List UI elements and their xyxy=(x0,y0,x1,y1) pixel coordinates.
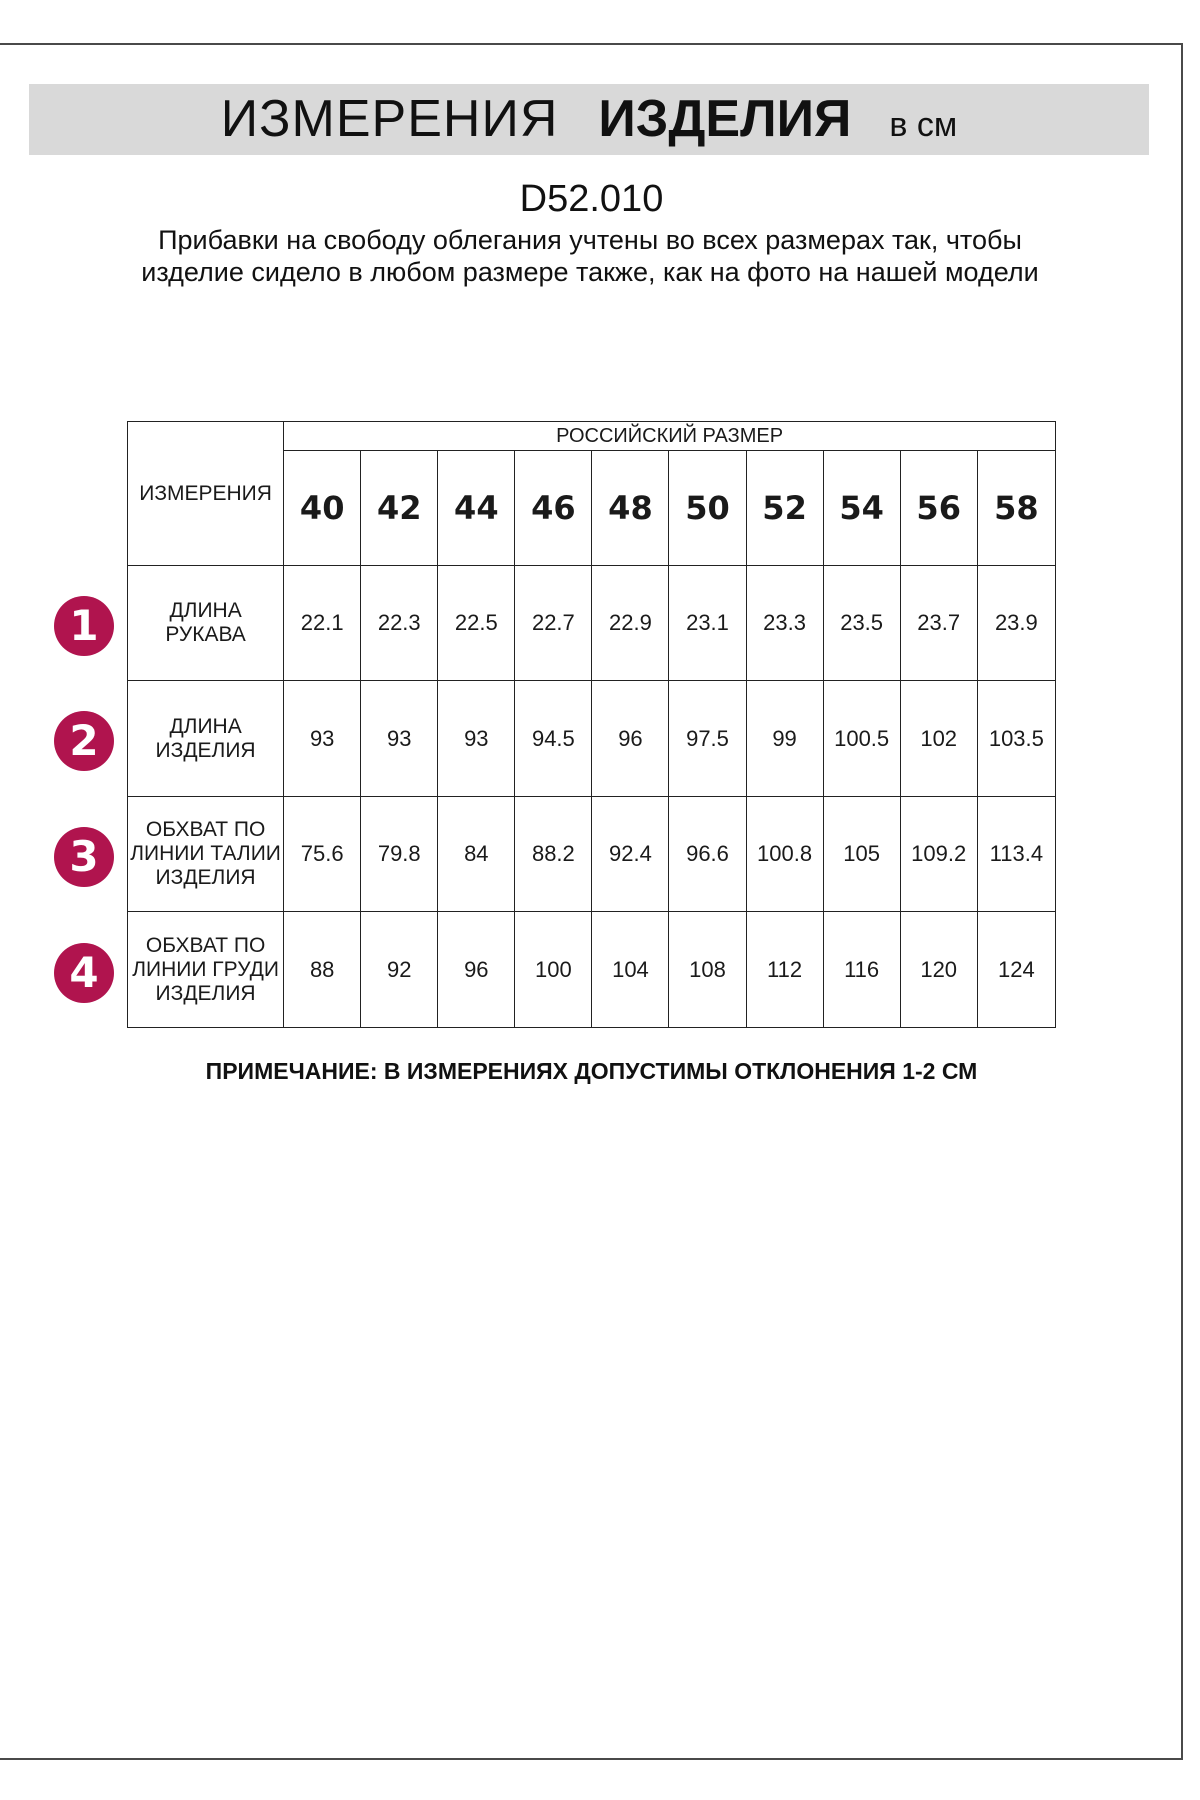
table-cell: 124 xyxy=(977,912,1055,1028)
table-cell: 22.3 xyxy=(361,566,438,681)
size-header: 58 xyxy=(977,451,1055,566)
size-header: 44 xyxy=(438,451,515,566)
table-cell: 93 xyxy=(284,681,361,797)
table-cell: 22.7 xyxy=(515,566,592,681)
table-cell: 84 xyxy=(438,797,515,912)
title-banner xyxy=(29,84,1149,155)
table-cell: 99 xyxy=(746,681,823,797)
table-cell: 22.1 xyxy=(284,566,361,681)
size-header: 52 xyxy=(746,451,823,566)
table-cell: 23.5 xyxy=(823,566,900,681)
table-cell: 22.5 xyxy=(438,566,515,681)
title-word-measurements: ИЗМЕРЕНИЯ xyxy=(220,90,559,148)
table-cell: 108 xyxy=(669,912,746,1028)
table-cell: 100 xyxy=(515,912,592,1028)
title-unit: в см xyxy=(889,106,958,144)
table-cell: 23.7 xyxy=(900,566,977,681)
table-cell: 120 xyxy=(900,912,977,1028)
table-cell: 92.4 xyxy=(592,797,669,912)
table-cell: 93 xyxy=(361,681,438,797)
intro-note: Прибавки на свободу облегания учтены во всех размерах так, чтобы изделие сидело в любом размере также, как на фото на нашей модели xyxy=(141,225,1039,287)
table-cell: 23.3 xyxy=(746,566,823,681)
table-cell: 94.5 xyxy=(515,681,592,797)
table-cell: 92 xyxy=(361,912,438,1028)
title-banner-text xyxy=(29,84,1149,155)
size-header: 50 xyxy=(669,451,746,566)
size-header: 56 xyxy=(900,451,977,566)
table-cell: 96 xyxy=(438,912,515,1028)
table-cell: 100.8 xyxy=(746,797,823,912)
row-number-badge: 4 xyxy=(54,943,114,1003)
row-number-badge: 1 xyxy=(54,596,114,656)
table-cell: 104 xyxy=(592,912,669,1028)
table-cell: 100.5 xyxy=(823,681,900,797)
table-cell: 75.6 xyxy=(284,797,361,912)
table-row xyxy=(128,681,1056,797)
row-number-badge: 2 xyxy=(54,711,114,771)
size-header: 40 xyxy=(284,451,361,566)
table-cell: 97.5 xyxy=(669,681,746,797)
row-label-sleeve-length: ДЛИНА РУКАВА xyxy=(128,566,284,681)
row-number-badge: 3 xyxy=(54,827,114,887)
row-label-garment-length: ДЛИНА ИЗДЕЛИЯ xyxy=(128,681,284,797)
table-row xyxy=(128,566,1056,681)
footnote: ПРИМЕЧАНИЕ: В ИЗМЕРЕНИЯХ ДОПУСТИМЫ ОТКЛОНЕНИЯ 1-2 СМ xyxy=(205,1058,978,1084)
title-word-product: ИЗДЕЛИЯ xyxy=(598,90,852,148)
table-cell: 23.9 xyxy=(977,566,1055,681)
table-cell: 93 xyxy=(438,681,515,797)
table-cell: 103.5 xyxy=(977,681,1055,797)
table-cell: 96 xyxy=(592,681,669,797)
size-header: 54 xyxy=(823,451,900,566)
size-header: 48 xyxy=(592,451,669,566)
table-cell: 102 xyxy=(900,681,977,797)
row-label-chest-girth: ОБХВАТ ПО ЛИНИИ ГРУДИ ИЗДЕЛИЯ xyxy=(128,912,284,1028)
table-cell: 96.6 xyxy=(669,797,746,912)
row-label-waist-girth: ОБХВАТ ПО ЛИНИИ ТАЛИИ ИЗДЕЛИЯ xyxy=(128,797,284,912)
table-cell: 116 xyxy=(823,912,900,1028)
table-cell: 23.1 xyxy=(669,566,746,681)
measure-header: ИЗМЕРЕНИЯ xyxy=(128,422,284,566)
table-row xyxy=(128,797,1056,912)
table-row xyxy=(128,912,1056,1028)
size-table xyxy=(127,421,1056,1028)
table-cell: 88.2 xyxy=(515,797,592,912)
table-cell: 113.4 xyxy=(977,797,1055,912)
table-cell: 109.2 xyxy=(900,797,977,912)
size-group-header: РОССИЙСКИЙ РАЗМЕР xyxy=(284,422,1056,451)
size-header: 42 xyxy=(361,451,438,566)
article-number: D52.010 xyxy=(519,178,664,220)
table-cell: 22.9 xyxy=(592,566,669,681)
table-cell: 112 xyxy=(746,912,823,1028)
table-cell: 79.8 xyxy=(361,797,438,912)
table-cell: 105 xyxy=(823,797,900,912)
table-cell: 88 xyxy=(284,912,361,1028)
size-header: 46 xyxy=(515,451,592,566)
